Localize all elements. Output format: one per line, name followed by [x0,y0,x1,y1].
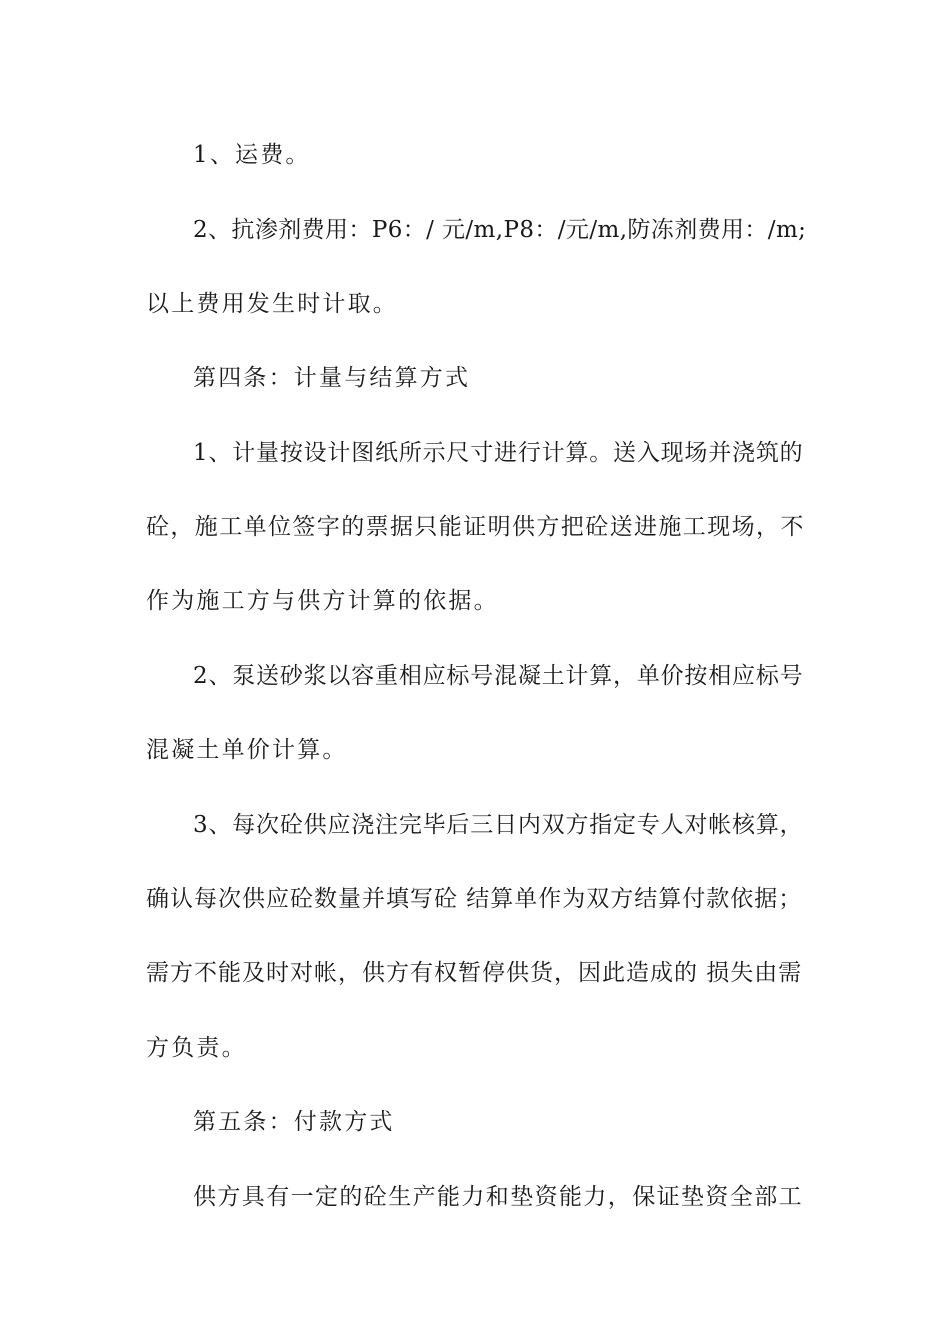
clause-4-3-line-1: 3、每次砼供应浇注完毕后三日内双方指定专人对帐核算， [193,812,804,838]
clause-4-3-line-4: 方负责。 [146,1035,247,1061]
clause-4-1-line-3: 作为施工方与供方计算的依据。 [146,588,499,614]
section-heading-article-5: 第五条：付款方式 [193,1109,395,1135]
section-heading-article-4: 第四条：计量与结算方式 [193,365,471,391]
item-additive-fees-cont: 以上费用发生时计取。 [146,291,398,317]
item-additive-fees: 2、抗渗剂费用：P6：/ 元/m,P8：/元/m,防冻剂费用：/m; [193,217,807,243]
clause-5-line-1: 供方具有一定的砼生产能力和垫资能力，保证垫资全部工 [193,1184,803,1210]
clause-4-2-line-2: 混凝土单价计算。 [146,737,348,763]
clause-4-3-line-3: 需方不能及时对帐，供方有权暂停供货，因此造成的 损失由需 [146,960,803,986]
clause-4-1-line-2: 砼，施工单位签字的票据只能证明供方把砼送进施工现场，不 [146,514,805,540]
clause-4-1-line-1: 1、计量按设计图纸所示尺寸进行计算。送入现场并浇筑的 [193,440,804,466]
clause-4-3-line-2: 确认每次供应砼数量并填写砼 结算单作为双方结算付款依据； [146,886,803,912]
item-freight: 1、运费。 [193,142,311,168]
clause-4-2-line-1: 2、泵送砂浆以容重相应标号混凝土计算，单价按相应标号 [193,663,804,689]
